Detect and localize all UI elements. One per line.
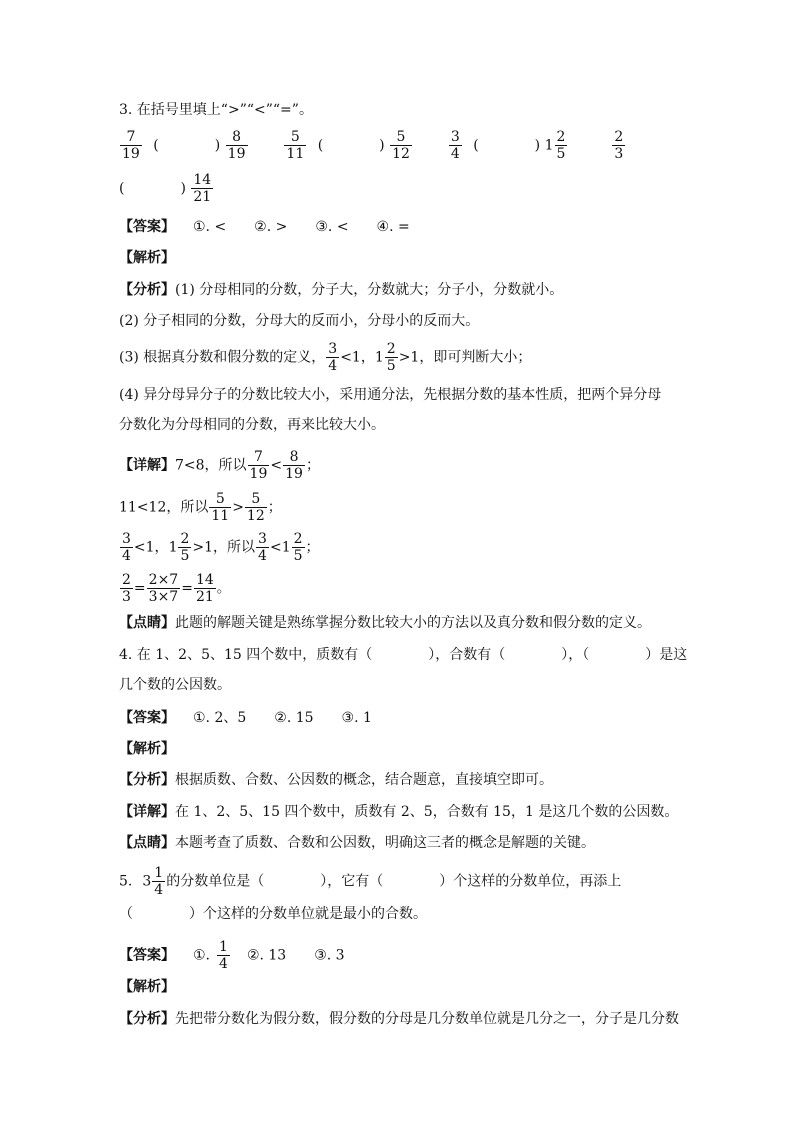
q3-dianjing: 【点睛】此题的解题关键是熟练掌握分数比较大小的方法以及真分数和假分数的定义。 <box>119 615 651 631</box>
q3-fenxi-4b: 分数化为分母相同的分数，再来比较大小。 <box>119 417 385 433</box>
q3-answer: 【答案】 ①. < ②. > ③. < ④. = <box>119 219 410 235</box>
fraction: $\frac{3}{4}$ <box>450 129 460 162</box>
answer-blank[interactable]: ( ) <box>119 180 186 197</box>
answer-blank[interactable]: ( ) <box>473 137 541 154</box>
q3-detail-1: 【详解】7<8，所以 $\frac{7}{19}$ < $\frac{8}{19}$ ； <box>119 449 320 482</box>
q3-compare-row: $\frac{7}{19}$ ( ) $\frac{8}{19}$ $\frac{5}{11}$ ( ) $\frac{5}{12}$ $\frac{3}{4}$ ( ) 1 $\frac{2}{5}$ $\frac{2}{3}$ <box>122 129 624 162</box>
answer-blank[interactable]: ( ) <box>317 137 385 154</box>
q5-line-1: 5. 3 $\frac{1}{4}$ 的分数单位是（ ），它有（ ）个这样的分数单位，再添上 <box>119 865 622 898</box>
q4-fenxi: 【分析】根据质数、合数、公因数的概念，结合题意，直接填空即可。 <box>119 772 553 788</box>
q3-detail-3: $\frac{3}{4}$ <1，1 $\frac{2}{5}$ >1，所以 $\frac{3}{4}$ <1 $\frac{2}{5}$ ； <box>122 531 320 564</box>
fraction: $\frac{2}{5}$ <box>556 129 566 162</box>
fraction: $\frac{14}{21}$ <box>193 172 212 205</box>
fraction: $\frac{8}{19}$ <box>227 129 246 162</box>
fraction: $\frac{5}{12}$ <box>392 129 410 162</box>
q5-fenxi: 【分析】先把带分数化为假分数，假分数的分母是几分数单位就是几分之一，分子是几分数 <box>119 1011 679 1027</box>
q4-dianjing: 【点睛】本题考查了质数、合数和公因数，明确这三者的概念是解题的关键。 <box>119 835 595 851</box>
q3-analysis-label: 【解析】 <box>119 250 175 266</box>
answer-blank[interactable]: ( ) <box>153 137 221 154</box>
q3-fenxi-2: (2) 分子相同的分数，分母大的反而小，分母小的反而大。 <box>119 313 480 329</box>
q4-detail: 【详解】在 1、2、5、15 四个数中，质数有 2、5，合数有 15，1 是这几个数的公因数。 <box>119 804 679 820</box>
q3-detail-2: 11<12，所以 $\frac{5}{11}$ > $\frac{5}{12}$ ； <box>119 491 282 524</box>
q3-fenxi-1: 【分析】(1) 分母相同的分数，分子大，分数就大；分子小，分数就小。 <box>119 282 564 298</box>
q4-line-2: 几个数的公因数。 <box>119 677 231 693</box>
q3-detail-4: $\frac{2}{3}$ = $\frac{2\times 7}{3\times 7}$ = $\frac{14}{21}$ 。 <box>122 572 231 605</box>
q3-fenxi-4a: (4) 异分母异分子的分数比较大小，采用通分法，先根据分数的基本性质，把两个异分母 <box>119 387 662 403</box>
q3-compare-row-2 <box>119 173 214 204</box>
fraction: $\frac{7}{19}$ <box>122 129 140 162</box>
fraction: $\frac{5}{11}$ <box>286 129 305 162</box>
q5-answer: 【答案】 ①. $\frac{1}{4}$ ②. 13 ③. 3 <box>119 939 345 972</box>
fraction: $\frac{1}{4}$ <box>219 939 228 972</box>
q3-title: 3. 在括号里填上“>”“<”“=”。 <box>119 102 313 118</box>
fraction: $\frac{1}{4}$ <box>154 865 164 898</box>
q5-analysis-label: 【解析】 <box>119 979 175 995</box>
fraction: $\frac{2}{3}$ <box>614 129 624 162</box>
q4-analysis-label: 【解析】 <box>119 741 175 757</box>
q5-line-2: （ ）个这样的分数单位就是最小的合数。 <box>119 906 427 922</box>
q3-fenxi-3: (3) 根据真分数和假分数的定义， $\frac{3}{4}$ <1，1 $\frac{2}{5}$ >1，即可判断大小； <box>119 341 532 374</box>
q4-line-1: 4. 在 1、2、5、15 四个数中，质数有（ ），合数有（ ），（ ）是这 <box>119 647 688 663</box>
q4-answer: 【答案】 ①. 2、5 ②. 15 ③. 1 <box>119 710 372 726</box>
